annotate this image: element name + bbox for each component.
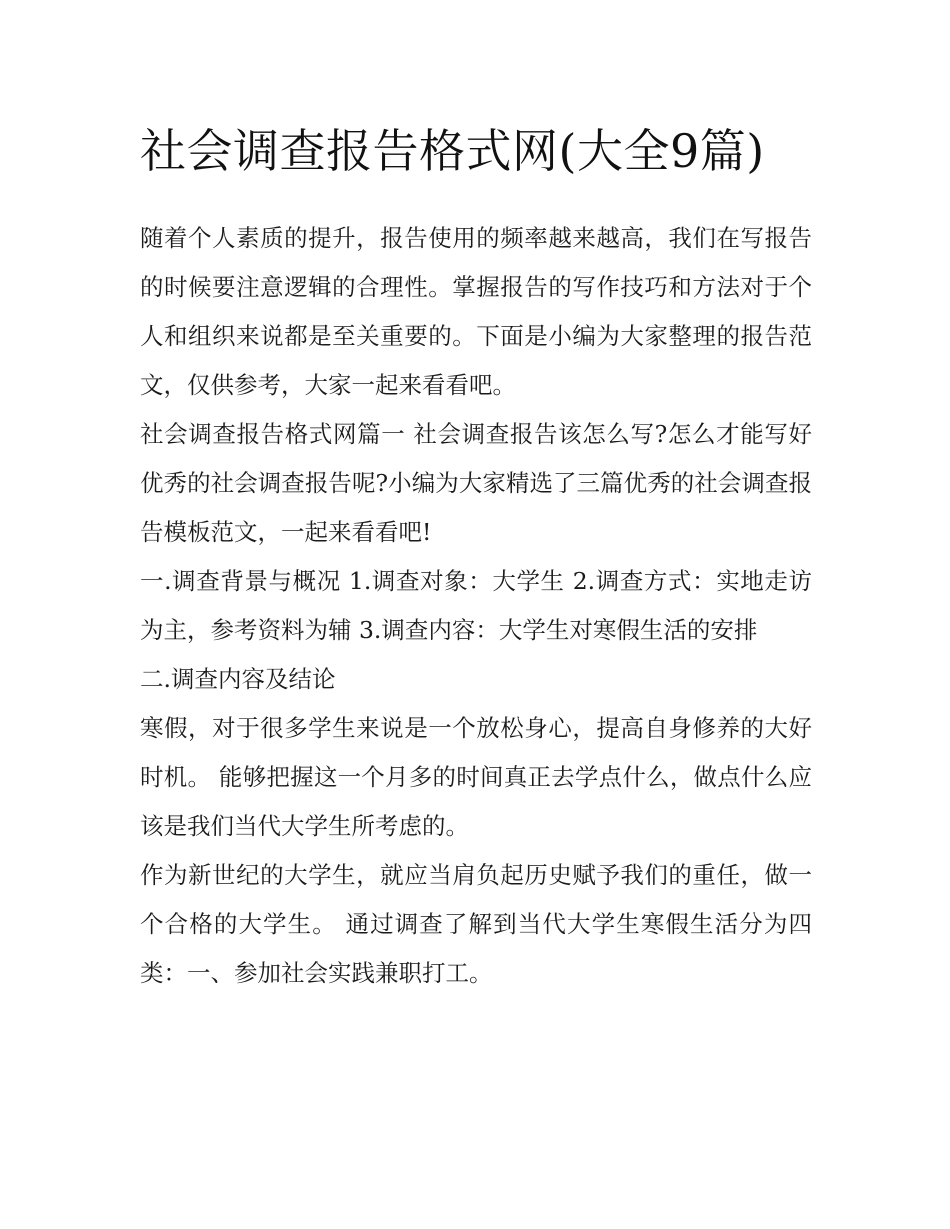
document-title: 社会调查报告格式网(大全9篇) bbox=[140, 124, 765, 178]
paragraph-heading-conclusion: 二.调查内容及结论 bbox=[140, 665, 336, 693]
document-page bbox=[140, 112, 812, 998]
paragraph-winter-break: 寒假，对于很多学生来说是一个放松身心，提高自身修养的大好时机。 能够把握这一个月多的时间真正去学点什么，做点什么应该是我们当代大学生所考虑的。 bbox=[140, 714, 812, 840]
paragraph-four-types: 作为新世纪的大学生，就应当肩负起历史赋予我们的重任，做一个合格的大学生。 通过调查了解到当代大学生寒假生活分为四类：一、参加社会实践兼职打工。 bbox=[140, 861, 812, 987]
paragraph-background: 一.调查背景与概况 1.调查对象：大学生 2.调查方式：实地走访为主，参考资料为辅 3.调查内容：大学生对寒假生活的安排 bbox=[140, 567, 812, 644]
paragraph-section-one: 社会调查报告格式网篇一 社会调查报告该怎么写?怎么才能写好优秀的社会调查报告呢?小编为大家精选了三篇优秀的社会调查报告模板范文，一起来看看吧! bbox=[140, 420, 812, 546]
paragraph-intro: 随着个人素质的提升，报告使用的频率越来越高，我们在写报告的时候要注意逻辑的合理性。掌握报告的写作技巧和方法对于个人和组织来说都是至关重要的。下面是小编为大家整理的报告范文，仅供参考，大家一起来看看吧。 bbox=[140, 224, 812, 399]
